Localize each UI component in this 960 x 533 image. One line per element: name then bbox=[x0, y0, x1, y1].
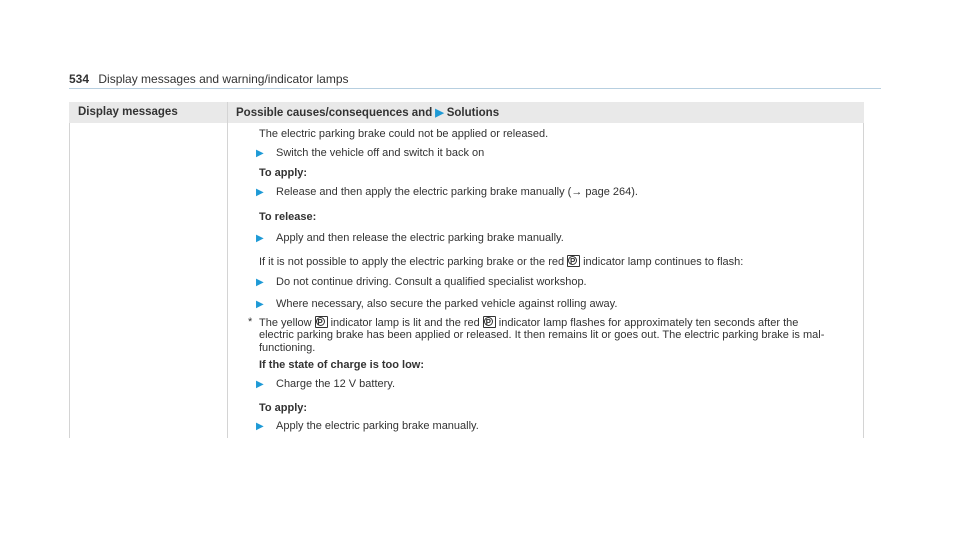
header-rule bbox=[69, 88, 881, 89]
step-charge-battery: Charge the 12 V battery. bbox=[276, 378, 396, 390]
not-possible-text-a: If it is not possible to apply the electric parking brake or the red bbox=[259, 256, 565, 268]
play-arrow-icon: ▶ bbox=[256, 187, 264, 198]
page-header bbox=[69, 72, 349, 86]
heading-charge-too-low: If the state of charge is too low: bbox=[259, 359, 425, 371]
play-arrow-icon: ▶ bbox=[256, 379, 264, 390]
info-table bbox=[69, 102, 864, 438]
play-arrow-icon: ▶ bbox=[256, 277, 264, 288]
intro-text: The electric parking brake could not be applied or released. bbox=[259, 128, 549, 140]
step-switch: Switch the vehicle off and switch it back on bbox=[276, 147, 485, 159]
column-header-solutions-text: Solutions bbox=[446, 107, 500, 119]
note-marker: * bbox=[248, 316, 253, 328]
note-line-2: electric parking brake has been applied or released. It then remains lit or goes out. The electric parking brake is mal- bbox=[259, 329, 825, 341]
note-line-3: functioning. bbox=[259, 342, 316, 354]
play-arrow-icon: ▶ bbox=[435, 107, 444, 119]
parking-brake-indicator-icon bbox=[315, 316, 328, 328]
step-apply-release: Apply and then release the electric parking brake manually. bbox=[276, 232, 564, 244]
heading-to-apply-2: To apply: bbox=[259, 402, 308, 414]
play-arrow-icon: ▶ bbox=[256, 233, 264, 244]
note-line-1-a: The yellow bbox=[259, 317, 312, 329]
table-border-left bbox=[69, 123, 70, 438]
play-arrow-icon: ▶ bbox=[256, 299, 264, 310]
not-possible-text bbox=[259, 255, 743, 269]
column-header-display-messages: Display messages bbox=[78, 106, 178, 118]
note-line-1-c: indicator lamp flashes for approximately ten seconds after the bbox=[498, 317, 799, 329]
play-arrow-icon: ▶ bbox=[256, 148, 264, 159]
step-release-apply: Release and then apply the electric parking brake manually (→ page 264). bbox=[276, 186, 638, 198]
step-apply-manually: Apply the electric parking brake manually. bbox=[276, 420, 479, 432]
page-header-title: Display messages and warning/indicator lamps bbox=[98, 72, 349, 86]
play-arrow-icon: ▶ bbox=[256, 421, 264, 432]
page-number: 534 bbox=[69, 72, 90, 86]
step-secure-vehicle: Where necessary, also secure the parked vehicle against rolling away. bbox=[276, 298, 618, 310]
note-line-1-b: indicator lamp is lit and the red bbox=[330, 317, 480, 329]
column-header-causes-solutions bbox=[236, 106, 499, 119]
heading-to-apply: To apply: bbox=[259, 167, 308, 179]
table-border-right bbox=[863, 123, 864, 438]
table-header bbox=[69, 102, 864, 123]
column-header-causes-text: Possible causes/consequences and bbox=[236, 107, 433, 119]
not-possible-text-b: indicator lamp continues to flash: bbox=[583, 256, 744, 268]
heading-to-release: To release: bbox=[259, 211, 317, 223]
note-line-1 bbox=[259, 316, 798, 330]
parking-brake-indicator-icon bbox=[483, 316, 496, 328]
step-do-not-continue: Do not continue driving. Consult a qualified specialist workshop. bbox=[276, 276, 587, 288]
parking-brake-indicator-icon bbox=[567, 255, 580, 267]
table-column-divider bbox=[227, 102, 228, 438]
